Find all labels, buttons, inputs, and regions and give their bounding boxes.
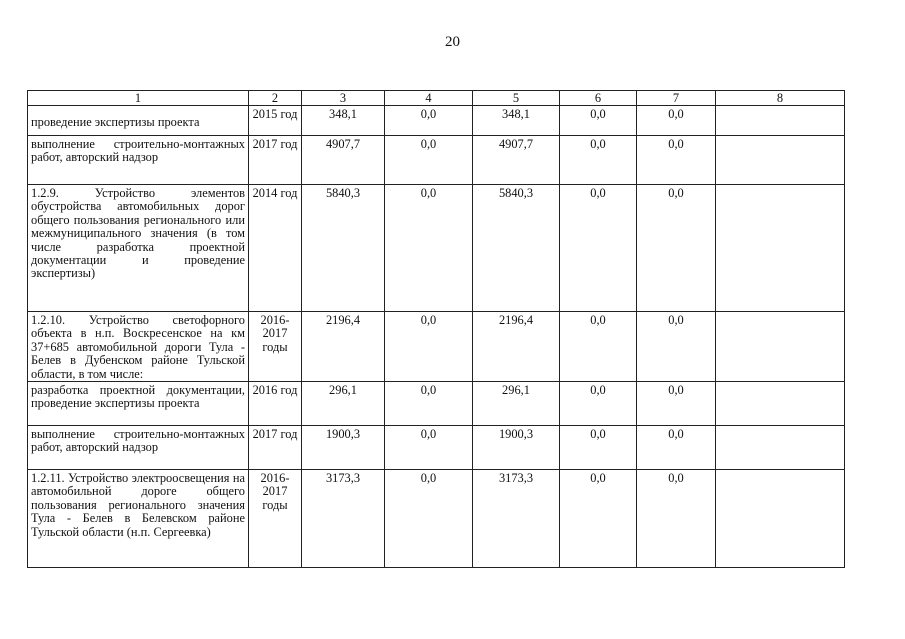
cell-value: 348,1	[473, 106, 560, 136]
cell-value: 0,0	[637, 382, 716, 426]
cell-value: 296,1	[473, 382, 560, 426]
table-row	[28, 312, 845, 382]
cell-value: 0,0	[560, 136, 637, 185]
cell-value	[716, 382, 845, 426]
table-row	[28, 106, 845, 136]
cell-value: 0,0	[637, 312, 716, 382]
row-description: проведение экспертизы проекта	[28, 106, 249, 136]
cell-value: 1900,3	[302, 426, 385, 470]
column-header: 5	[473, 91, 560, 106]
cell-value: 0,0	[560, 312, 637, 382]
row-period: 2014 год	[249, 185, 302, 312]
cell-value: 0,0	[637, 426, 716, 470]
cell-value: 0,0	[385, 382, 473, 426]
column-header: 4	[385, 91, 473, 106]
cell-value: 348,1	[302, 106, 385, 136]
row-period: 2017 год	[249, 426, 302, 470]
cell-value: 0,0	[637, 470, 716, 568]
column-header: 2	[249, 91, 302, 106]
cell-value: 2196,4	[302, 312, 385, 382]
cell-value: 4907,7	[302, 136, 385, 185]
row-description: 1.2.10. Устройство светофорного объекта в н.п. Воскресенское на км 37+685 автомобильной дороги Тула - Белев в Дубенском районе Тульской области, в том числе:	[28, 312, 249, 382]
cell-value: 0,0	[385, 470, 473, 568]
table-row	[28, 470, 845, 568]
row-description: 1.2.11. Устройство электроосвещения на автомобильной дороге общего пользования регионального значения Тула - Белев в Белевском районе Тульской области (н.п. Сергеевка)	[28, 470, 249, 568]
cell-value: 0,0	[385, 426, 473, 470]
row-description: 1.2.9. Устройство элементов обустройства автомобильных дорог общего пользования регионального или межмуниципального значения (в том числе разработка проектной документации и проведение экспертизы)	[28, 185, 249, 312]
cell-value: 0,0	[385, 185, 473, 312]
cell-value: 0,0	[637, 185, 716, 312]
table-row	[28, 382, 845, 426]
cell-value: 5840,3	[473, 185, 560, 312]
cell-value: 5840,3	[302, 185, 385, 312]
cell-value: 0,0	[385, 312, 473, 382]
table-row	[28, 426, 845, 470]
row-period: 2017 год	[249, 136, 302, 185]
cell-value	[716, 106, 845, 136]
row-period: 2016 год	[249, 382, 302, 426]
column-header: 3	[302, 91, 385, 106]
page-number: 20	[445, 34, 460, 50]
table-row	[28, 136, 845, 185]
cell-value	[716, 312, 845, 382]
cell-value: 296,1	[302, 382, 385, 426]
cell-value: 0,0	[560, 106, 637, 136]
row-description: выполнение строительно-монтажных работ, авторский надзор	[28, 426, 249, 470]
row-period: 2016-2017 годы	[249, 312, 302, 382]
column-header: 1	[28, 91, 249, 106]
cell-value	[716, 470, 845, 568]
cell-value	[716, 185, 845, 312]
cell-value: 0,0	[637, 106, 716, 136]
cell-value: 0,0	[385, 136, 473, 185]
row-description: выполнение строительно-монтажных работ, авторский надзор	[28, 136, 249, 185]
cell-value: 0,0	[560, 185, 637, 312]
table-body	[28, 91, 845, 568]
table-row	[28, 185, 845, 312]
table-header-row	[28, 91, 845, 106]
cell-value: 3173,3	[302, 470, 385, 568]
column-header: 6	[560, 91, 637, 106]
cell-value	[716, 426, 845, 470]
cell-value: 1900,3	[473, 426, 560, 470]
row-period: 2015 год	[249, 106, 302, 136]
row-description: разработка проектной документации, проведение экспертизы проекта	[28, 382, 249, 426]
cell-value: 0,0	[385, 106, 473, 136]
budget-table	[27, 90, 845, 568]
column-header: 7	[637, 91, 716, 106]
cell-value: 0,0	[560, 382, 637, 426]
cell-value: 0,0	[560, 426, 637, 470]
cell-value: 4907,7	[473, 136, 560, 185]
column-header: 8	[716, 91, 845, 106]
cell-value: 2196,4	[473, 312, 560, 382]
row-period: 2016-2017 годы	[249, 470, 302, 568]
cell-value: 3173,3	[473, 470, 560, 568]
cell-value: 0,0	[560, 470, 637, 568]
cell-value: 0,0	[637, 136, 716, 185]
cell-value	[716, 136, 845, 185]
